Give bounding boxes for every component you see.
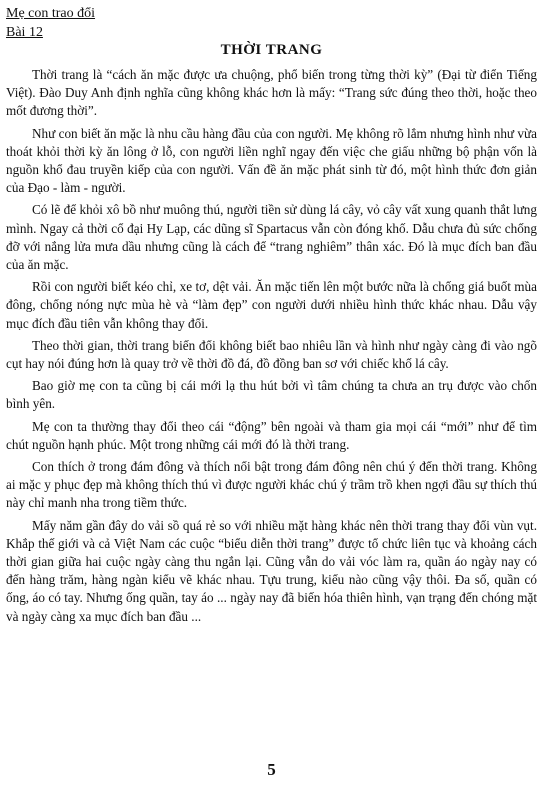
- page-header: [6, 4, 95, 42]
- series-label: Mẹ con trao đổi: [6, 6, 96, 21]
- paragraph: Mẹ con ta thường thay đổi theo cái “động” bên ngoài và tham gia mọi cái “mới” như để tìm chút nguồn hạnh phúc. Một trong những cái mới đó là thời trang.: [6, 418, 537, 452]
- paragraph: Mấy năm gần đây do vải sồ quá rẻ so với nhiều mặt hàng khác nên thời trang thay đổi vùn vụt. Khắp thế giới và cả Việt Nam các cuộc “biểu diễn thời trang” được tổ chức liên tục và khoảng cách thời gian giữa hai cuộc ngày càng thu ngắn lại. Cũng vẫn do vải vóc làm ra, quần áo ngày nay có đến hàng trăm, hàng ngàn kiểu vẽ khác nhau. Tựu trung, kiểu nào cũng vậy thôi. Đa số, quần có ống, áo có tay. Nhưng ống quần, tay áo ... ngày nay đã biến hóa thiên hình, vạn trạng đến chóng mặt và ngày càng xa mục đích ban đầu ...: [6, 517, 537, 624]
- page-title: THỜI TRANG: [220, 42, 323, 58]
- page-number: 5: [267, 760, 276, 779]
- paragraph: Con thích ở trong đám đông và thích nổi bật trong đám đông nên chú ý đến thời trang. Không ai mặc y phục đẹp mà không thích thú vì được người khác chú ý trầm trồ khen ngợi đầu sự thích thú này chỉ manh nha trong tiềm thức.: [6, 459, 537, 511]
- lesson-label: Bài 12: [6, 25, 43, 40]
- paragraph: Bao giờ mẹ con ta cũng bị cái mới lạ thu hút bởi vì tâm chúng ta chưa an trụ được vào chốn bình yên.: [6, 378, 537, 412]
- paragraph: Có lẽ để khỏi xô bồ như muông thú, người tiền sử dùng lá cây, vỏ cây vất xung quanh thắt lưng mình. Ngay cả thời cổ đại Hy Lạp, các dũng sĩ Spartacus vẫn còn đóng khố. Dẫu chưa đủ sức chống đỡ với nắng lửa mưa dầu nhưng cũng là cách để “trang nghiêm” thân xác. Đó là mục đích ban đầu của ăn mặc.: [6, 202, 537, 273]
- paragraph: Thời trang là “cách ăn mặc được ưa chuộng, phổ biến trong từng thời kỳ” (Đại từ điển Tiếng Việt). Đào Duy Anh định nghĩa cũng không khác hơn là mấy: “Trang sức đúng theo thời, hoặc theo mốt đương thời”.: [6, 67, 537, 119]
- paragraph: Rồi con người biết kéo chỉ, xe tơ, dệt vải. Ăn mặc tiến lên một bước nữa là chống giá buốt mùa đông, chống nóng nực mùa hè và “làm đẹp” con người dưới nhiều hình thức khác nhau. Dẫu vậy mục đích đầu tiên vẫn không thay đổi.: [6, 279, 537, 331]
- article-body: [6, 66, 537, 630]
- paragraph: Như con biết ăn mặc là nhu cầu hàng đầu của con người. Mẹ không rõ lắm nhưng hình như vừa thoát khỏi thời kỳ ăn lông ở lỗ, con người liền nghĩ ngay đến việc che giấu những bộ phận vốn là nguồn khổ đau truyền kiếp của con người. Vấn đề ăn mặc phát sinh từ đó, một hình thức đơn giản của Đạo - làm - người.: [6, 125, 537, 196]
- paragraph: Theo thời gian, thời trang biến đổi không biết bao nhiêu lần và hình như ngày càng đi vào ngõ cụt hay nói đúng hơn là quay trở về thời đồ đá, đồ đồng ban sơ với chiếc khố lá cây.: [6, 337, 537, 372]
